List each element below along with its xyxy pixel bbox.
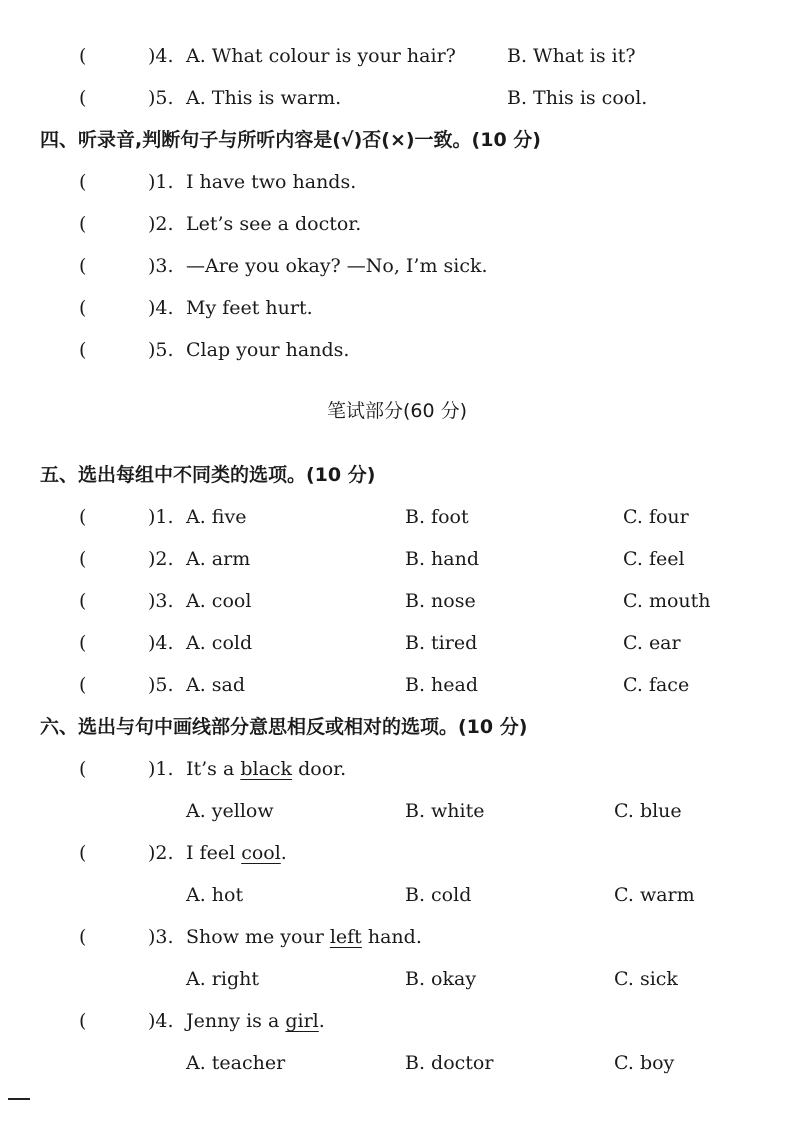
option-b: B. white: [405, 800, 485, 822]
question-number: )4.: [148, 1010, 174, 1032]
question-text: —Are you okay? —No, I’m sick.: [186, 255, 488, 277]
option-c: C. warm: [614, 884, 695, 906]
option-b: B. foot: [405, 506, 469, 528]
option-c: C. four: [623, 506, 689, 528]
option-b: B. okay: [405, 968, 477, 990]
section-6-title: 六、选出与句中画线部分意思相反或相对的选项。(10 分): [40, 716, 528, 738]
question-text: My feet hurt.: [186, 297, 313, 319]
section-5-title: 五、选出每组中不同类的选项。(10 分): [40, 464, 376, 486]
sentence-post: .: [280, 842, 287, 864]
question-row: [0, 502, 794, 532]
question-sentence: [186, 754, 346, 784]
question-number: )5.: [148, 339, 174, 361]
question-row: [0, 628, 794, 658]
question-row: [0, 41, 794, 71]
option-a: A. cold: [186, 632, 253, 654]
options-row: [0, 796, 794, 826]
answer-blank[interactable]: (: [79, 297, 87, 319]
question-sentence: [186, 838, 287, 868]
underlined-word: left: [329, 926, 362, 948]
question-number: )1.: [148, 506, 174, 528]
option-a: A. right: [186, 968, 259, 990]
underlined-word: cool: [241, 842, 281, 864]
question-sentence: [186, 922, 422, 952]
option-b: B. doctor: [405, 1052, 494, 1074]
sentence-pre: Show me your: [186, 926, 330, 948]
question-row: [0, 1006, 794, 1036]
sentence-post: hand.: [361, 926, 422, 948]
question-row: [0, 670, 794, 700]
question-number: )4.: [148, 632, 174, 654]
question-row: [0, 83, 794, 113]
answer-blank[interactable]: (: [79, 926, 87, 948]
option-a: A. What colour is your hair?: [186, 45, 456, 67]
section-4-title: 四、听录音,判断句子与所听内容是(√)否(×)一致。(10 分): [40, 129, 541, 151]
answer-blank[interactable]: (: [79, 171, 87, 193]
sentence-pre: I feel: [186, 842, 242, 864]
question-number: )3.: [148, 255, 174, 277]
sentence-post: .: [318, 1010, 325, 1032]
answer-blank[interactable]: (: [79, 339, 87, 361]
question-row: [0, 293, 794, 323]
underlined-word: girl: [285, 1010, 319, 1032]
question-row: [0, 167, 794, 197]
question-number: )3.: [148, 590, 174, 612]
answer-blank[interactable]: (: [79, 1010, 87, 1032]
question-row: [0, 251, 794, 281]
question-number: )2.: [148, 842, 174, 864]
option-c: C. feel: [623, 548, 685, 570]
underlined-word: black: [240, 758, 293, 780]
question-number: )1.: [148, 758, 174, 780]
answer-blank[interactable]: (: [79, 590, 87, 612]
option-a: A. hot: [186, 884, 244, 906]
answer-blank[interactable]: (: [79, 842, 87, 864]
option-b: B. cold: [405, 884, 472, 906]
question-number: )1.: [148, 171, 174, 193]
sentence-pre: It’s a: [186, 758, 241, 780]
options-row: [0, 964, 794, 994]
question-number: )5.: [148, 87, 174, 109]
question-number: )4.: [148, 297, 174, 319]
question-row: [0, 754, 794, 784]
option-c: C. boy: [614, 1052, 675, 1074]
question-number: )5.: [148, 674, 174, 696]
option-b: B. What is it?: [507, 45, 636, 67]
option-b: B. tired: [405, 632, 478, 654]
question-text: Clap your hands.: [186, 339, 350, 361]
page-corner-mark: [8, 1098, 30, 1100]
question-number: )2.: [148, 213, 174, 235]
question-row: [0, 838, 794, 868]
option-a: A. sad: [186, 674, 246, 696]
written-part-title: 笔试部分(60 分): [326, 400, 468, 422]
question-text: I have two hands.: [186, 171, 357, 193]
option-a: A. cool: [186, 590, 252, 612]
question-row: [0, 922, 794, 952]
option-b: B. head: [405, 674, 479, 696]
question-number: )4.: [148, 45, 174, 67]
option-c: C. ear: [623, 632, 681, 654]
question-number: )2.: [148, 548, 174, 570]
option-a: A. yellow: [186, 800, 274, 822]
answer-blank[interactable]: (: [79, 548, 87, 570]
answer-blank[interactable]: (: [79, 213, 87, 235]
answer-blank[interactable]: (: [79, 506, 87, 528]
answer-blank[interactable]: (: [79, 255, 87, 277]
question-number: )3.: [148, 926, 174, 948]
option-c: C. mouth: [623, 590, 711, 612]
question-row: [0, 209, 794, 239]
option-c: C. face: [623, 674, 690, 696]
option-a: A. five: [186, 506, 247, 528]
answer-blank[interactable]: (: [79, 674, 87, 696]
answer-blank[interactable]: (: [79, 632, 87, 654]
option-a: A. arm: [186, 548, 251, 570]
sentence-pre: Jenny is a: [186, 1010, 286, 1032]
option-c: C. blue: [614, 800, 682, 822]
option-b: B. This is cool.: [507, 87, 648, 109]
option-b: B. nose: [405, 590, 476, 612]
option-c: C. sick: [614, 968, 678, 990]
option-b: B. hand: [405, 548, 480, 570]
question-row: [0, 544, 794, 574]
question-sentence: [186, 1006, 325, 1036]
answer-blank[interactable]: (: [79, 45, 87, 67]
answer-blank[interactable]: (: [79, 87, 87, 109]
options-row: [0, 880, 794, 910]
question-row: [0, 586, 794, 616]
sentence-post: door.: [292, 758, 347, 780]
answer-blank[interactable]: (: [79, 758, 87, 780]
options-row: [0, 1048, 794, 1078]
question-text: Let’s see a doctor.: [186, 213, 362, 235]
question-row: [0, 335, 794, 365]
option-a: A. teacher: [186, 1052, 286, 1074]
option-a: A. This is warm.: [186, 87, 342, 109]
